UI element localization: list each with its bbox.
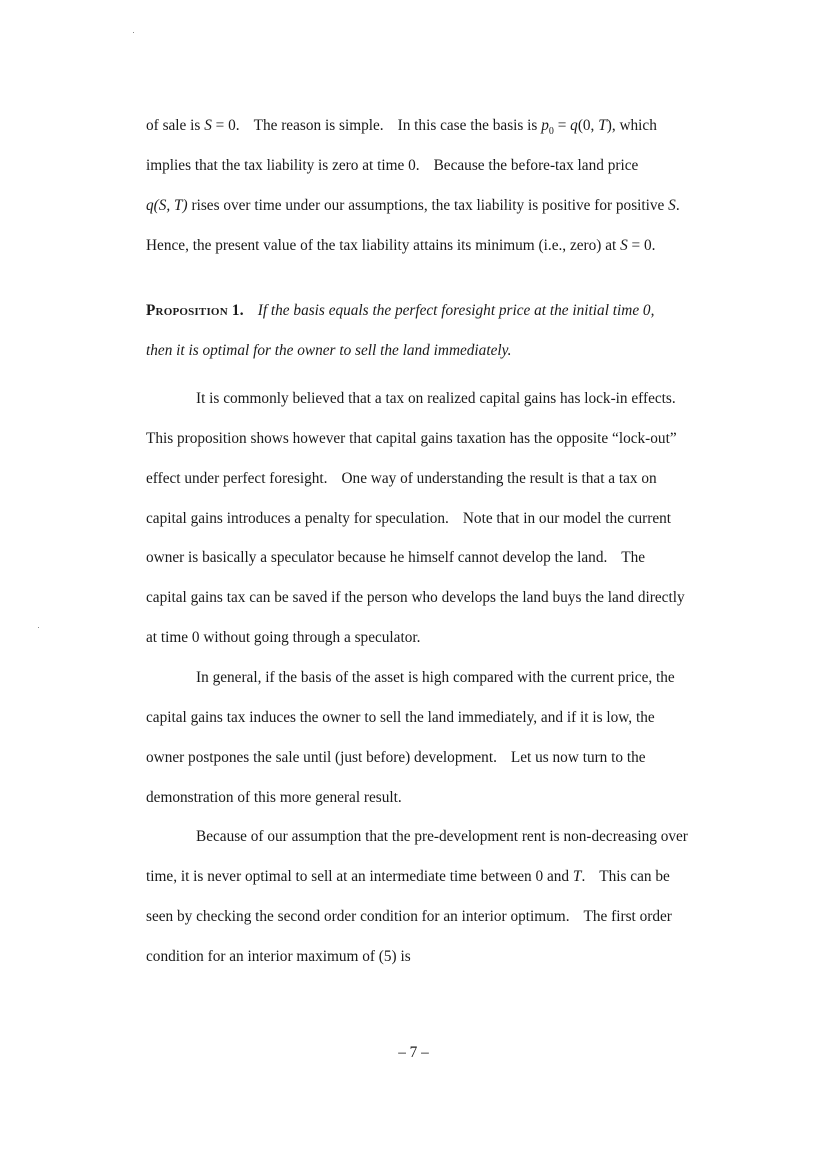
paragraph-2-line-7: at time 0 without going through a speculator. — [146, 629, 421, 646]
paragraph-1-line-2: implies that the tax liability is zero at time 0. Because the before-tax land price — [146, 157, 639, 174]
paragraph-2-line-2: This proposition shows however that capital gains taxation has the opposite “lock-out” — [146, 430, 677, 447]
paragraph-4-line-2: time, it is never optimal to sell at an intermediate time between 0 and T. This can be — [146, 868, 670, 885]
paragraph-2-line-4: capital gains introduces a penalty for speculation. Note that in our model the current — [146, 510, 672, 527]
scan-speck — [38, 627, 39, 628]
paragraph-2-line-1: It is commonly believed that a tax on realized capital gains has lock-in effects. — [196, 390, 676, 407]
proposition-line-1: Proposition 1. If the basis equals the perfect foresight price at the initial time 0, — [146, 302, 655, 319]
paragraph-4-line-4: condition for an interior maximum of (5) is — [146, 948, 411, 965]
paragraph-1-line-4: Hence, the present value of the tax liability attains its minimum (i.e., zero) at S = 0. — [146, 237, 656, 254]
paragraph-4-line-1: Because of our assumption that the pre-development rent is non-decreasing over — [196, 828, 688, 845]
proposition-label: Proposition 1. — [146, 302, 244, 319]
paragraph-1-line-1: of sale is S = 0. The reason is simple. In this case the basis is $p_0 = q(0$, T), which — [146, 117, 657, 138]
paragraph-1-line-3: q(S, T) rises over time under our assumptions, the tax liability is positive for positive S. — [146, 197, 680, 214]
paragraph-2-line-3: effect under perfect foresight. One way of understanding the result is that a tax on — [146, 470, 657, 487]
proposition-line-2: then it is optimal for the owner to sell the land immediately. — [146, 342, 512, 359]
scan-speck — [133, 32, 134, 33]
paragraph-3-line-1: In general, if the basis of the asset is high compared with the current price, the — [196, 669, 675, 686]
paragraph-2-line-5: owner is basically a speculator because he himself cannot develop the land. The — [146, 549, 646, 566]
page-number: – 7 – — [398, 1044, 429, 1061]
paragraph-2-line-6: capital gains tax can be saved if the person who develops the land buys the land directly — [146, 589, 685, 606]
paragraph-3-line-2: capital gains tax induces the owner to sell the land immediately, and if it is low, the — [146, 709, 655, 726]
paragraph-3-line-4: demonstration of this more general result. — [146, 789, 402, 806]
paragraph-3-line-3: owner postpones the sale until (just before) development. Let us now turn to the — [146, 749, 646, 766]
paragraph-4-line-3: seen by checking the second order condition for an interior optimum. The first order — [146, 908, 672, 925]
